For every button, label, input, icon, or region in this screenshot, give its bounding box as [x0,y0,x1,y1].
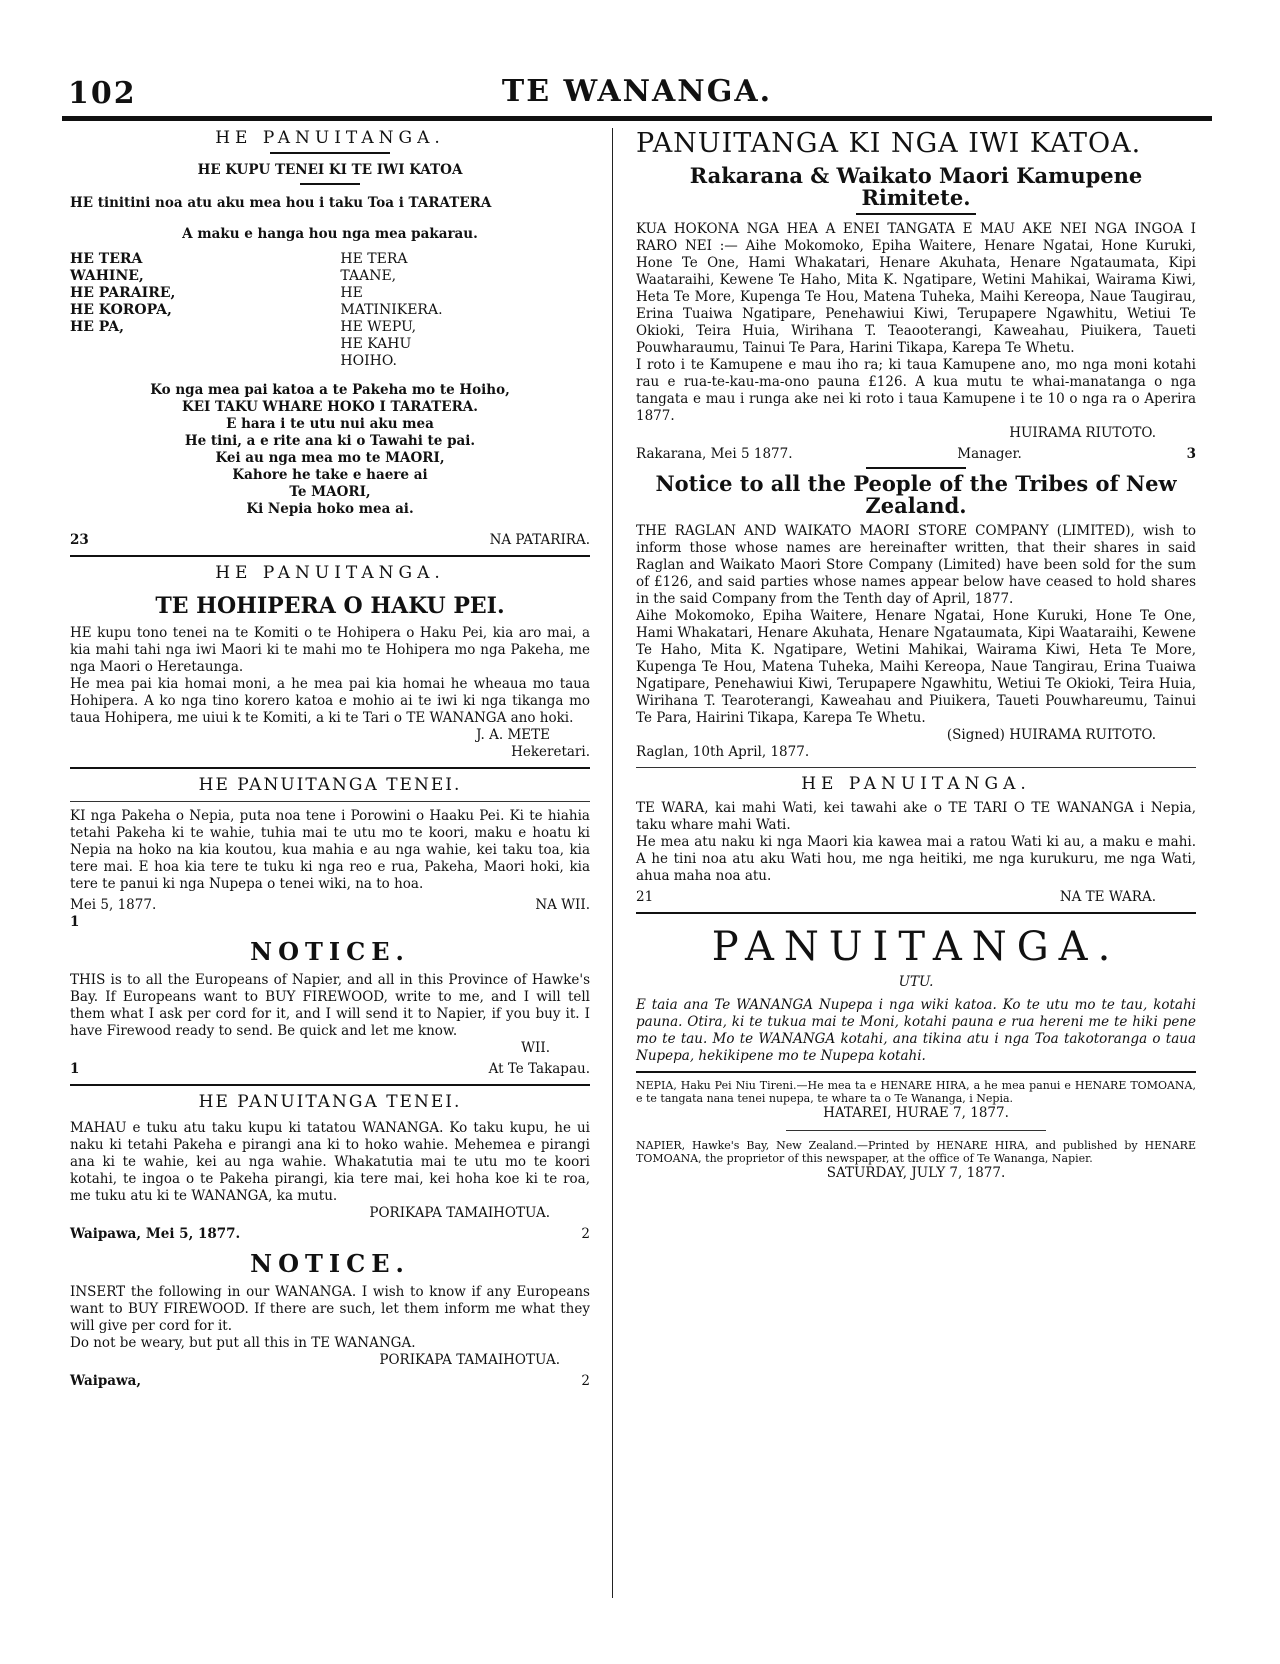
ad-footer [70,897,590,914]
ad-number: 1 [70,1061,80,1077]
masthead-rule [62,116,1212,121]
imprint-body: NEPIA, Haku Pei Niu Tireni.—He mea ta e HENARE HIRA, a he mea panui e HENARE TOMOANA, e te tangata nana tenei nupepa, te whare ta o Te Wananga, i Nepia. [636,1079,1196,1105]
body-line: Kahore he take e haere ai [232,467,428,483]
body-line: He tini, a e rite ana ki o Tawahi te pai. [184,433,476,449]
ad-number: 2 [581,1373,590,1389]
ad-title: Notice to all the People of the Tribes of New Zealand. [655,471,1177,518]
ad-location: At Te Takapau. [488,1061,590,1077]
ad-body: TE WARA, kai mahi Wati, kei tawahi ake o TE TARI O TE WANANGA i Nepia, taku whare mahi Wati. [636,800,1196,833]
ad-title: TE HOHIPERA O HAKU PEI. [155,593,505,619]
thin-rule [786,1130,1046,1131]
right-column [636,128,1196,1182]
ad-signature: NA TE WARA. [1059,889,1156,905]
imprint-body: NAPIER, Hawke's Bay, New Zealand.—Printed by HENARE HIRA, and published by HENARE TOMOANA, the proprietor of this newspaper, at the office of Te Wananga, Napier. [636,1139,1196,1165]
imprint-english [636,1139,1196,1182]
short-rule [300,183,360,185]
ad-signature: (Signed) HUIRAMA RUITOTO. [946,727,1156,743]
thin-rule [70,801,590,802]
body-line: KEI TAKU WHARE HOKO I TARATERA. [182,399,478,415]
ad-subheading: HE KUPU TENEI KI TE IWI KATOA [197,162,463,178]
body-line: Te MAORI, [289,484,371,500]
page-number: 102 [68,76,137,111]
section-rule [70,767,590,769]
list-item: HE PARAIRE, [70,285,176,301]
ad-body: HE kupu tono tenei na te Komiti o te Hohipera o Haku Pei, kia aro mai, a kia mahi tahi nga iwi Maori ki te mahi mo te Hohipera mo nga Pakeha, me nga Maori o Heretaunga. [70,625,590,675]
ad-number: 3 [1186,446,1196,462]
ad-title: Rakarana & Waikato Maori Kamupene Rimitete. [689,163,1143,210]
ad-heading: HE PANUITANGA. [801,774,1031,794]
list-item: HE TERA TAANE, [340,251,408,284]
body-line: Ki Nepia hoko mea ai. [246,501,414,517]
ad-signature: HUIRAMA RIUTOTO. [1009,425,1156,441]
ad-notice-insert [70,1249,590,1390]
ad-kamupene [636,128,1196,463]
ad-role: Hekeretari. [511,744,590,760]
ad-number: 1 [70,914,80,930]
ad-hohipera [70,563,590,761]
ad-firewood-maori [70,775,590,931]
ad-patarira [70,128,590,549]
section-rule [636,1071,1196,1073]
imprint-date: HATAREI, HURAE 7, 1877. [823,1105,1009,1121]
ad-signature: NA WII. [535,897,590,913]
ad-footer [70,532,590,549]
ad-heading: NOTICE. [250,937,410,966]
ad-footer [636,446,1196,463]
ad-heading: HE PANUITANGA TENEI. [198,775,462,795]
ad-location: Waipawa, [70,1373,142,1389]
imprint-date: SATURDAY, JULY 7, 1877. [826,1165,1006,1181]
list-item: HE WEPU, [340,319,417,335]
ad-line: A maku e hanga hou nga mea pakarau. [182,226,478,242]
short-rule [270,152,390,154]
ad-signature: WII. [521,1040,550,1056]
ad-signature: PORIKAPA TAMAIHOTUA. [369,1205,550,1221]
ad-signature: J. A. METE [476,727,550,743]
ad-footer [70,1373,590,1390]
ad-signature: PORIKAPA TAMAIHOTUA. [379,1352,560,1368]
ad-number: 23 [70,532,89,548]
ad-body: INSERT the following in our WANANGA. I wish to know if any Europeans want to BUY FIREWOOD. If there are such, let them inform me what they will give per cord for it. [70,1284,590,1334]
imprint-maori [636,1079,1196,1122]
ad-body: THE RAGLAN AND WAIKATO MAORI STORE COMPANY (LIMITED), wish to inform those whose names are hereinafter written, that their shares in said Raglan and Waikato Maori Store Company (Limited) have been sold for the sum of £126, and said parties whose names appear below have ceased to hold shares in the said Company from the Tenth day of April, 1877. [636,523,1196,607]
ad-notice-firewood [70,937,590,1078]
ad-notice-tribes [636,473,1196,761]
ad-panuitanga-utu [636,924,1196,1065]
ad-wati [636,774,1196,906]
ad-intro: HE tinitini noa atu aku mea hou i taku Toa i TARATERA [70,195,492,211]
ad-number: 21 [636,889,654,905]
ad-number: 2 [581,1226,590,1242]
list-item: HE PA, [70,319,125,335]
ad-date: Mei 5, 1877. [70,897,157,913]
ad-body: KUA HOKONA NGA HEA A ENEI TANGATA E MAU AKE NEI NGA INGOA I RARO NEI :— Aihe Mokomoko, Epiha Waitere, Henare Ngatai, Hone Kuruki, Hone Te One, Hami Whakatari, Henare Akuhata, Henare Ngataumata, Kipi Waataraihi, Kewene Te Haho, Mita K. Ngatipare, Wetini Mahikai, Wairama Kiwi, Heta Te More, Kupenga Te Hou, Matena Tuheka, Maihi Kereopa, Naue Taugirau, Erina Tuaiwa Ngatipare, Penehawiui Kiwi, Terupapere Ngawhitu, Wetiui Te Okioki, Teira Huia, Wirihana T. Teaooterangi, Kaweahau, Piuikera, Taueti Pouwharaumu, Tainui Te Para, Harini Tikapa, Karepa Te Whetu. [636,221,1196,356]
item-list [70,251,590,370]
ad-body: Do not be weary, but put all this in TE WANANGA. [70,1335,416,1351]
list-item: HE TERA WAHINE, [70,251,144,284]
short-rule [866,467,966,469]
ad-body: He mea pai kia homai moni, a he mea pai kia homai he wheaua mo taua Hohipera. A ko nga tino korero katoa e mohio ai te iwi ki nga tikanga mo taua Hohipera, me uiui k te Komiti, a ki te Tari o TE WANANGA ano hoki. [70,676,590,726]
ad-heading: HE PANUITANGA TENEI. [198,1092,462,1112]
left-column [70,128,590,1390]
ad-location: Raglan, 10th April, 1877. [636,744,810,760]
ad-signature: NA PATARIRA. [489,532,590,548]
ad-body: THIS is to all the Europeans of Napier, and all in this Province of Hawke's Bay. If Europeans want to BUY FIREWOOD, write to me, and I will tell them what I ask per cord for it, and I will send it to Napier, if you buy it. I have Firewood ready to send. Be quick and let me know. [70,972,590,1039]
list-item: HE KAHU HOIHO. [340,336,412,369]
short-rule [856,213,976,215]
ad-footer [636,889,1196,906]
ad-footer [70,1061,590,1078]
ad-heading: NOTICE. [250,1249,410,1278]
list-item: HE MATINIKERA. [340,285,443,318]
body-line: E hara i te utu nui aku mea [226,416,434,432]
ad-footer [70,1226,590,1243]
ad-role: Manager. [957,446,1022,462]
body-line: Ko nga mea pai katoa a te Pakeha mo te Hoiho, [150,382,510,398]
ad-body: I roto i te Kamupene e mau iho ra; ki taua Kamupene ano, mo nga moni kotahi rau e rua-te-kau-ma-ono pauna £126. A kua mutu te whai-manatanga o nga tangata e mau i runga ake nei ki roto i taua Kamupene i te 10 o nga ra o Aperira 1877. [636,357,1196,424]
masthead: TE WANANGA. [501,74,773,109]
ad-body: E taia ana Te WANANGA Nupepa i nga wiki katoa. Ko te utu mo te tau, kotahi pauna. Otira, ki te tukua mai te Moni, kotahi pauna e rua hereni me te hiki pene mo te tau. Mo te WANANGA kotahi, ana tikina atu i nga Toa takotoranga o taua Nupepa, hekikipene mo te Nupepa kotahi. [636,997,1196,1064]
page-header [62,72,1212,124]
ad-body [70,382,590,518]
item-list-right [340,251,590,370]
ad-heading: PANUITANGA. [711,924,1121,970]
ad-heading: PANUITANGA KI NGA IWI KATOA. [636,128,1142,159]
ad-wananga-wahie [70,1092,590,1243]
ad-body: He mea atu naku ki nga Maori kia kawea mai a ratou Wati ki au, a maku e mahi. A he tini noa atu aku Wati hou, me nga heitiki, me nga kurukuru, me nga Wati, ahua maha noa atu. [636,834,1196,884]
ad-body: KI nga Pakeha o Nepia, puta noa tene i Porowini o Haaku Pei. Ki te hiahia tetahi Pakeha ki te wahie, tuhia mai te utu mo te koori, maku e hoatu ki Nepia na hoko na kia koutou, kua mahia e au nga wahie, kei taku toa, kia tere mai. E hoa kia tere te tuku ki nga reo e rua, Pakeha, Maori hoki, kia tere te panui ki nga Nupepa o tenei wiki, na to hoa. [70,808,590,892]
thin-rule [636,767,1196,768]
section-rule [636,912,1196,914]
section-rule [70,555,590,557]
section-rule [70,1084,590,1086]
body-line: Kei au nga mea mo te MAORI, [215,450,445,466]
ad-heading: HE PANUITANGA. [215,128,445,148]
ad-location: Rakarana, Mei 5 1877. [636,446,793,462]
column-divider [612,128,613,1598]
ad-heading: HE PANUITANGA. [215,563,445,583]
ad-subheading: UTU. [898,974,934,990]
ad-body: MAHAU e tuku atu taku kupu ki tatatou WANANGA. Ko taku kupu, he ui naku ki tetahi Pakeha e pirangi ana ki to hoko wahie. Mehemea e pirangi ana ki te wahie, kei au nga wahie. Whakatutia mai te utu mo te koori kotahi, te ingoa o te Pakeha pirangi, kia tere mai, kei hoha koe ki te roa, me tuku atu ki te WANANGA, ka mutu. [70,1120,590,1204]
ad-body: Aihe Mokomoko, Epiha Waitere, Henare Ngatai, Hone Kuruki, Hone Te One, Hami Whakatari, Henare Akuhata, Henare Ngataumata, Kipi Waataraihi, Kewene Te Haho, Mita K. Ngatipare, Wetini Mahikai, Wairama Kiwi, Heta Te More, Kupenga Te Hou, Matena Tuheka, Maihi Kereopa, Naue Tangirau, Erina Tuaiwa Ngatipare, Penehawiui Kiwi, Terupapere Ngawhitu, Wetiui Te Okioki, Teira Huia, Wirihana T. Tearoterangi, Kaweahau and Piuikera, Taueti Pouwhareumu, Tainui Te Para, Hairini Tikapa, Karepa Te Whetu. [636,608,1196,726]
ad-date: Waipawa, Mei 5, 1877. [70,1226,241,1242]
list-item: HE KOROPA, [70,302,172,318]
item-list-left [70,251,320,370]
